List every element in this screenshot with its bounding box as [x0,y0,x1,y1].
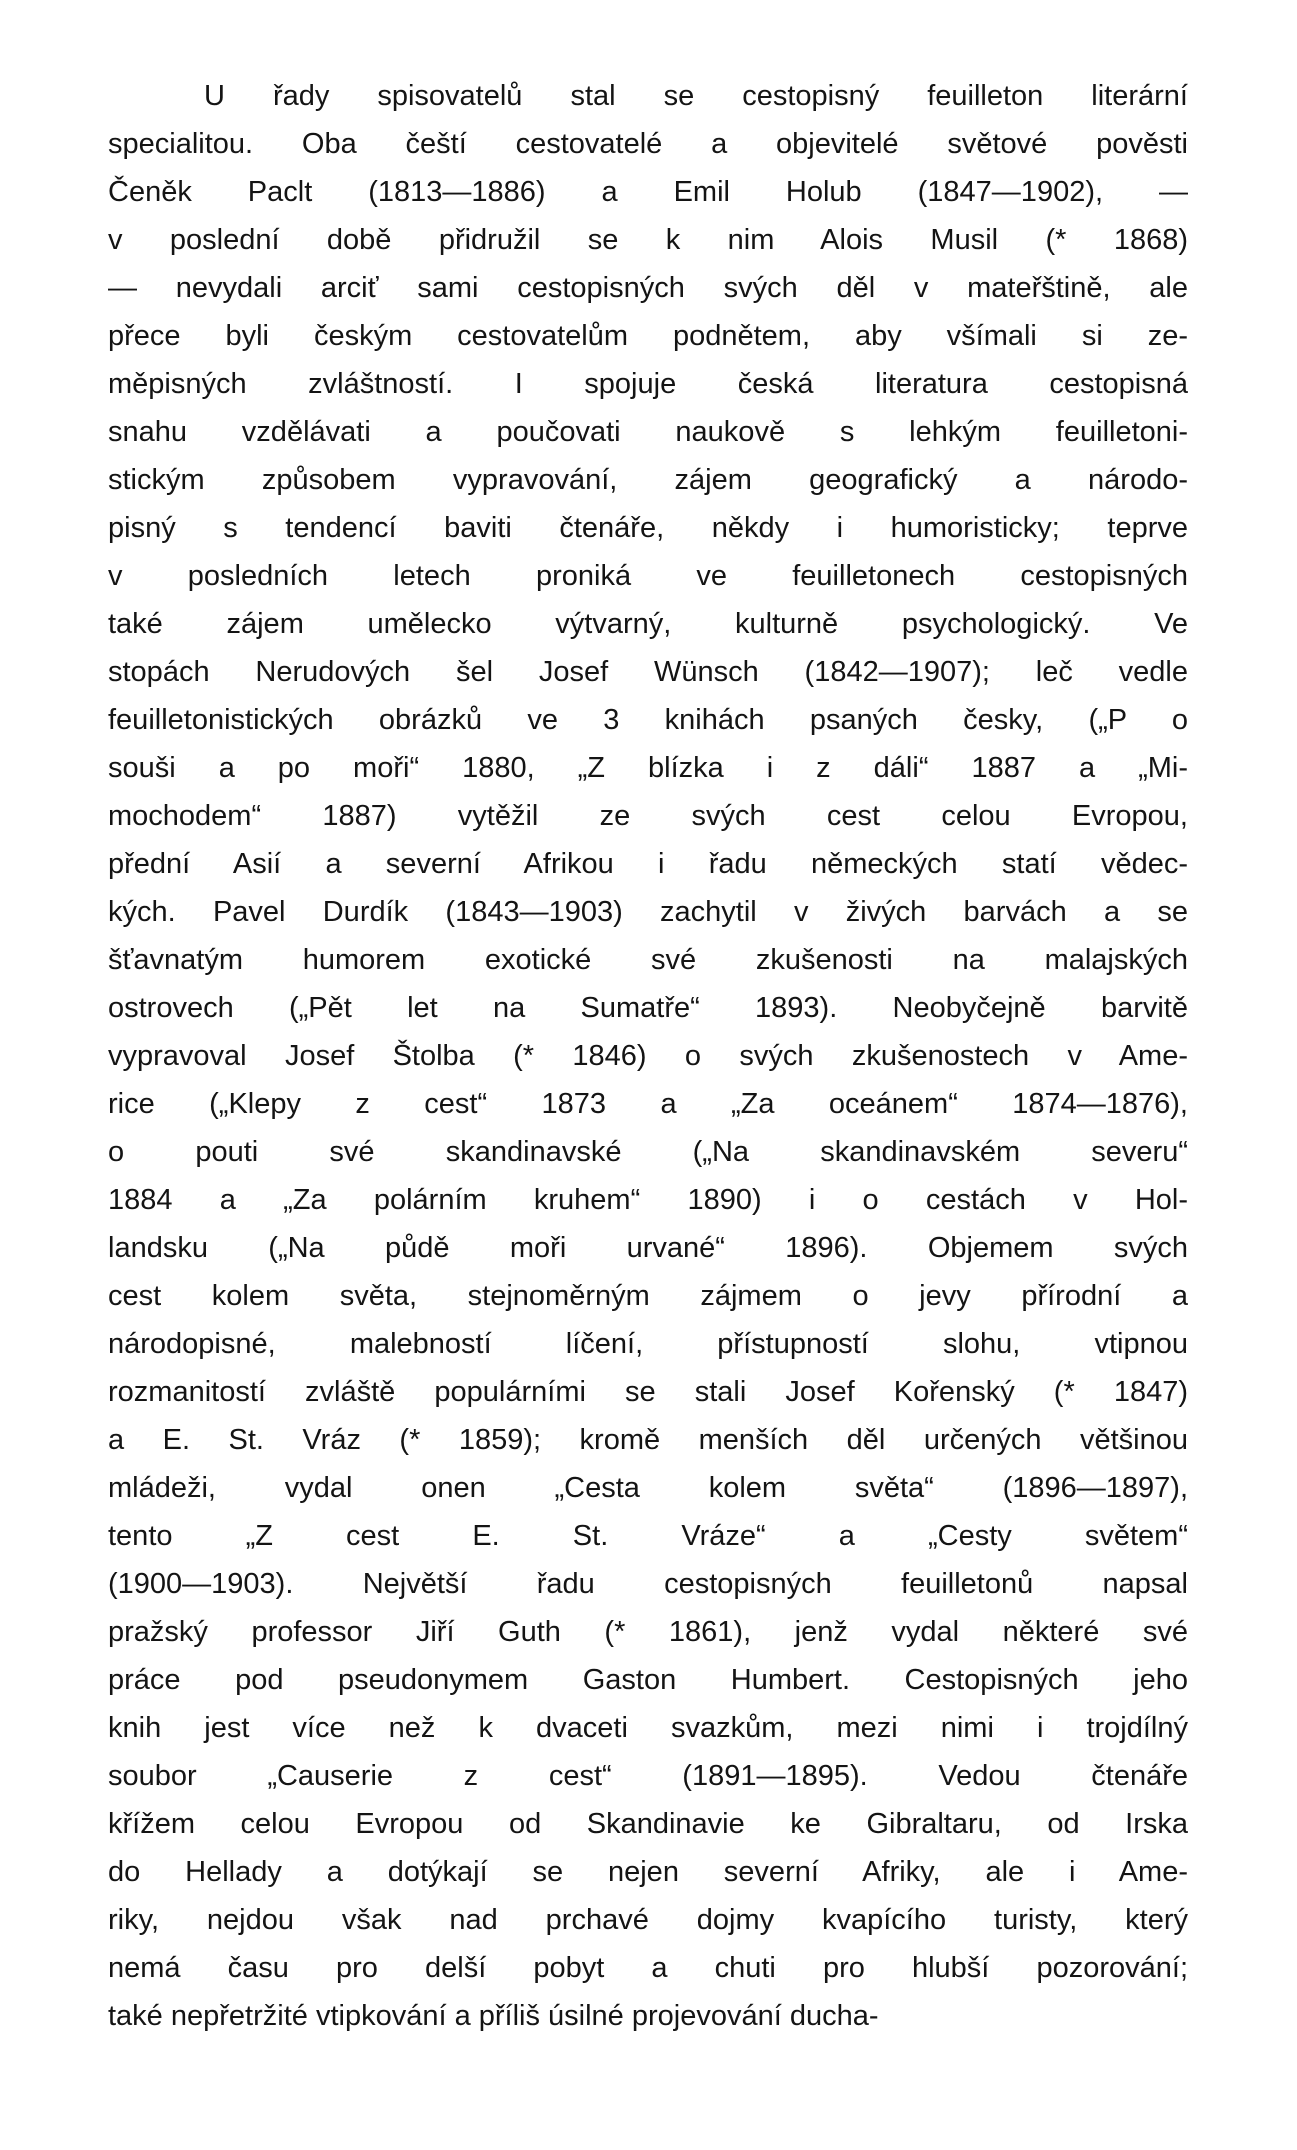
text-line: křížem celou Evropou od Skandinavie ke Gibraltaru, od Irska [108,1808,1188,1840]
text-line: stickým způsobem vypravování, zájem geografický a národo- [108,464,1188,496]
text-line: v poslední době přidružil se k nim Alois Musil (* 1868) [108,224,1188,256]
text-line: mládeži, vydal onen „Cesta kolem světa“ (1896—1897), [108,1472,1188,1504]
text-line: přece byli českým cestovatelům podnětem, aby všímali si ze- [108,320,1188,352]
text-line: o pouti své skandinavské („Na skandinavském severu“ [108,1136,1188,1168]
text-line: a E. St. Vráz (* 1859); kromě menších děl určených většinou [108,1424,1188,1456]
text-line: ostrovech („Pět let na Sumatře“ 1893). Neobyčejně barvitě [108,992,1188,1024]
text-line: 1884 a „Za polárním kruhem“ 1890) i o cestách v Hol- [108,1184,1188,1216]
text-line: šťavnatým humorem exotické své zkušenosti na malajských [108,944,1188,976]
text-line: rice („Klepy z cest“ 1873 a „Za oceánem“ 1874—1876), [108,1088,1188,1120]
text-line: (1900—1903). Největší řadu cestopisných feuilletonů napsal [108,1568,1188,1600]
text-line: přední Asií a severní Afrikou i řadu německých statí vědec- [108,848,1188,880]
text-line: také nepřetržité vtipkování a příliš úsilné projevování ducha- [108,2000,879,2032]
text-line: pisný s tendencí baviti čtenáře, někdy i humoristicky; teprve [108,512,1188,544]
text-line: feuilletonistických obrázků ve 3 knihách psaných česky, („P o [108,704,1188,736]
text-line: vypravoval Josef Štolba (* 1846) o svých zkušenostech v Ame- [108,1040,1188,1072]
text-line: práce pod pseudonymem Gaston Humbert. Cestopisných jeho [108,1664,1188,1696]
text-line: nemá času pro delší pobyt a chuti pro hlubší pozorování; [108,1952,1188,1984]
text-line: stopách Nerudových šel Josef Wünsch (1842—1907); leč vedle [108,656,1188,688]
text-line: specialitou. Oba čeští cestovatelé a objevitelé světové pověsti [108,128,1188,160]
text-line: národopisné, malebností líčení, přístupností slohu, vtipnou [108,1328,1188,1360]
text-line: U řady spisovatelů stal se cestopisný feuilleton literární [204,80,1188,112]
text-line: mochodem“ 1887) vytěžil ze svých cest celou Evropou, [108,800,1188,832]
text-line: do Hellady a dotýkají se nejen severní Afriky, ale i Ame- [108,1856,1188,1888]
document-page [108,72,1188,2040]
text-line: knih jest více než k dvaceti svazkům, mezi nimi i trojdílný [108,1712,1188,1744]
text-line: soubor „Causerie z cest“ (1891—1895). Vedou čtenáře [108,1760,1188,1792]
text-line: Čeněk Paclt (1813—1886) a Emil Holub (1847—1902), — [108,176,1188,208]
text-line: landsku („Na půdě moři urvané“ 1896). Objemem svých [108,1232,1188,1264]
text-line: měpisných zvláštností. I spojuje česká literatura cestopisná [108,368,1188,400]
text-line: snahu vzdělávati a poučovati naukově s lehkým feuilletoni- [108,416,1188,448]
text-line: riky, nejdou však nad prchavé dojmy kvapícího turisty, který [108,1904,1188,1936]
text-line: v posledních letech proniká ve feuilletonech cestopisných [108,560,1188,592]
text-line: cest kolem světa, stejnoměrným zájmem o jevy přírodní a [108,1280,1188,1312]
text-line: rozmanitostí zvláště populárními se stali Josef Kořenský (* 1847) [108,1376,1188,1408]
text-line: — nevydali arciť sami cestopisných svých děl v mateřštině, ale [108,272,1188,304]
text-line: kých. Pavel Durdík (1843—1903) zachytil v živých barvách a se [108,896,1188,928]
body-text [108,72,1188,2040]
text-line: pražský professor Jiří Guth (* 1861), jenž vydal některé své [108,1616,1188,1648]
text-line: také zájem umělecko výtvarný, kulturně psychologický. Ve [108,608,1188,640]
text-line: souši a po moři“ 1880, „Z blízka i z dáli“ 1887 a „Mi- [108,752,1188,784]
text-line: tento „Z cest E. St. Vráze“ a „Cesty světem“ [108,1520,1188,1552]
